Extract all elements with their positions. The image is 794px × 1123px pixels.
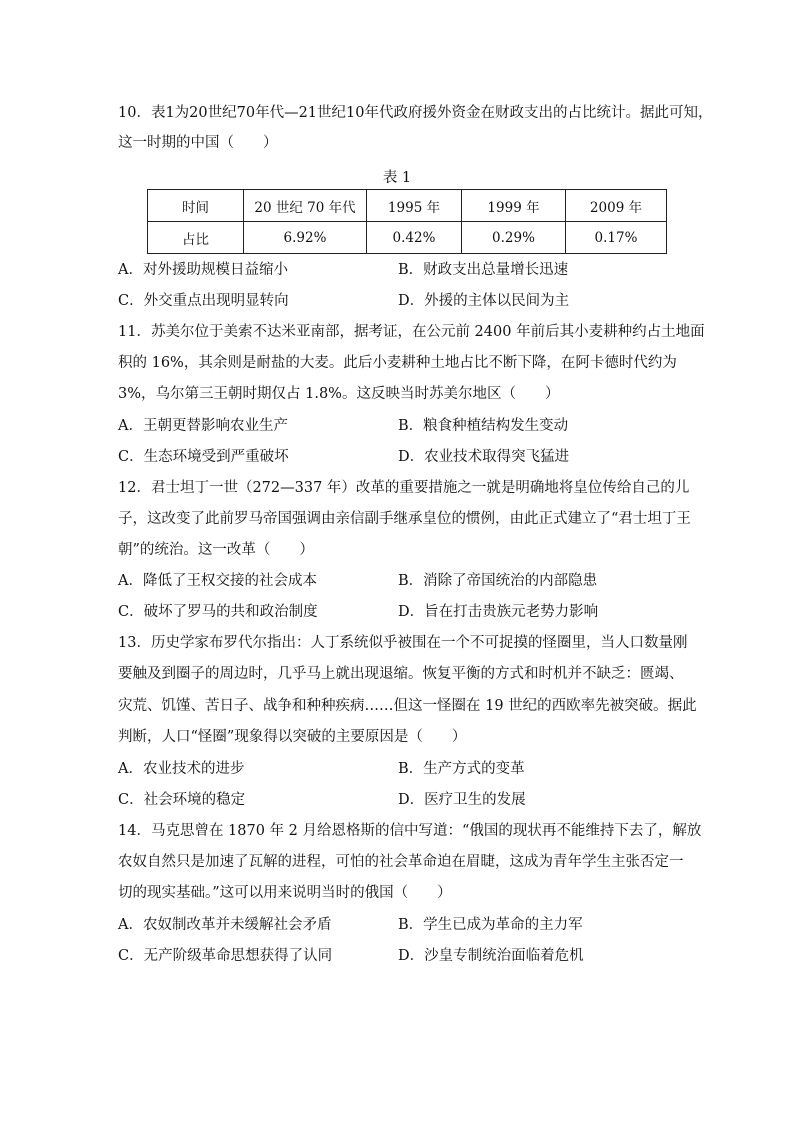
q13-option-a[interactable]: A．农业技术的进步 (118, 761, 245, 777)
q10-stem-line-2: 这一时期的中国（ ） (118, 135, 278, 151)
q13-option-b[interactable]: B．生产方式的变革 (398, 761, 525, 777)
table-header-cell: 20 世纪 70 年代 (244, 190, 367, 222)
q11-stem-line-3: 3%，乌尔第三王朝时期仅占 1.8%。这反映当时苏美尔地区（ ） (118, 386, 560, 402)
q11-option-a[interactable]: A．王朝更替影响农业生产 (118, 418, 288, 434)
q14-option-c[interactable]: C．无产阶级革命思想获得了认同 (118, 948, 333, 964)
table-cell: 0.29% (462, 222, 566, 254)
q10-option-c[interactable]: C．外交重点出现明显转向 (118, 293, 289, 309)
q12-option-a[interactable]: A．降低了王权交接的社会成本 (118, 573, 317, 589)
table-header-cell: 2009 年 (566, 190, 667, 222)
q13-option-d[interactable]: D．医疗卫生的发展 (398, 792, 526, 808)
table-row (148, 222, 667, 254)
q11-option-d[interactable]: D．农业技术取得突飞猛进 (398, 449, 570, 465)
table-header-row (148, 190, 667, 222)
q14-option-b[interactable]: B．学生已成为革命的主力军 (398, 917, 583, 933)
q10-option-b[interactable]: B．财政支出总量增长迅速 (398, 262, 569, 278)
q13-stem-line-1: 13．历史学家布罗代尔指出：人丁系统似乎被围在一个不可捉摸的怪圈里，当人口数量刚 (118, 635, 688, 651)
q12-option-c[interactable]: C．破坏了罗马的共和政治制度 (118, 604, 318, 620)
q14-stem-line-1: 14．马克思曾在 1870 年 2 月给恩格斯的信中写道：“俄国的现状再不能维持下去了，解放 (118, 823, 702, 839)
q14-stem-line-3: 切的现实基础。”这可以用来说明当时的俄国（ ） (118, 885, 452, 901)
data-table (147, 189, 667, 254)
q11-stem-line-2: 积的 16%，其余则是耐盐的大麦。此后小麦耕种土地占比不断下降，在阿卡德时代约为 (118, 355, 677, 371)
q12-option-b[interactable]: B．消除了帝国统治的内部隐患 (398, 573, 598, 589)
table-cell: 占比 (148, 222, 244, 254)
q13-stem-line-2: 要触及到圈子的周边时，几乎马上就出现退缩。恢复平衡的方式和时机并不缺乏：匮竭、 (118, 666, 684, 682)
q11-stem-line-1: 11．苏美尔位于美索不达米亚南部，据考证，在公元前 2400 年前后其小麦耕种约占土地面 (118, 324, 705, 340)
table-header-cell: 1995 年 (367, 190, 462, 222)
q10-option-d[interactable]: D．外援的主体以民间为主 (398, 293, 570, 309)
q12-stem-line-1: 12．君士坦丁一世（272—337 年）改革的重要措施之一就是明确地将皇位传给自己的儿 (118, 480, 690, 496)
q14-stem-line-2: 农奴自然只是加速了瓦解的进程，可怕的社会革命迫在眉睫，这成为青年学生主张否定一 (118, 854, 684, 870)
q10-stem-line-1: 10．表1为20世纪70年代—21世纪10年代政府援外资金在财政支出的占比统计。据此可知， (118, 105, 713, 121)
q11-option-c[interactable]: C．生态环境受到严重破坏 (118, 449, 289, 465)
q12-option-d[interactable]: D．旨在打击贵族元老势力影响 (398, 604, 599, 620)
table-cell: 0.17% (566, 222, 667, 254)
q13-option-c[interactable]: C．社会环境的稳定 (118, 792, 246, 808)
table-header-cell: 1999 年 (462, 190, 566, 222)
q12-stem-line-2: 子，这改变了此前罗马帝国强调由亲信副手继承皇位的惯例，由此正式建立了“君士坦丁王 (118, 511, 691, 527)
q13-stem-line-4: 判断，人口“怪圈”现象得以突破的主要原因是（ ） (118, 729, 467, 745)
q14-option-a[interactable]: A．农奴制改革并未缓解社会矛盾 (118, 917, 332, 933)
q14-option-d[interactable]: D．沙皇专制统治面临着危机 (398, 948, 584, 964)
table-caption: 表 1 (382, 170, 412, 186)
q11-option-b[interactable]: B．粮食种植结构发生变动 (398, 418, 569, 434)
table-cell: 0.42% (367, 222, 462, 254)
table-cell: 6.92% (244, 222, 367, 254)
table-header-cell: 时间 (148, 190, 244, 222)
q13-stem-line-3: 灾荒、饥馑、苦日子、战争和种种疾病……但这一怪圈在 19 世纪的西欧率先被突破。据此 (118, 698, 697, 714)
q10-option-a[interactable]: A．对外援助规模日益缩小 (118, 262, 288, 278)
q12-stem-line-3: 朝”的统治。这一改革（ ） (118, 542, 314, 558)
